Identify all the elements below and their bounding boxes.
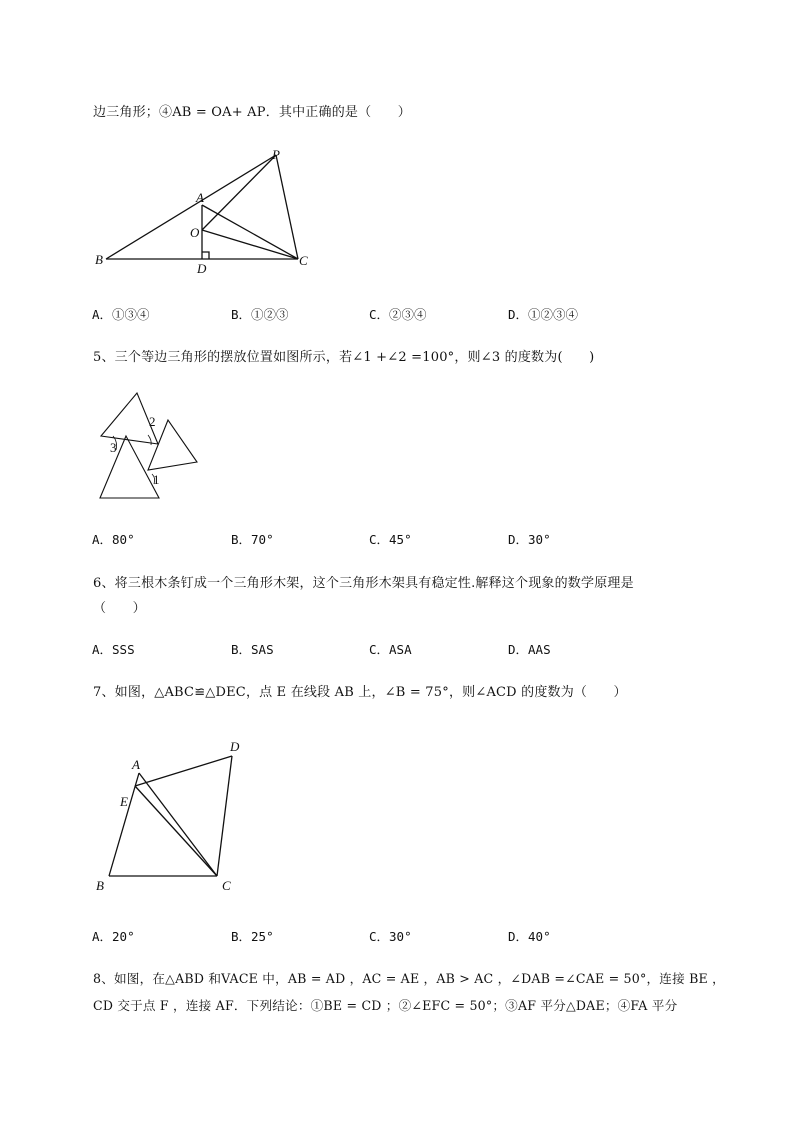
- label-B: B: [96, 878, 104, 893]
- q5-option-a[interactable]: A．80°: [92, 532, 135, 547]
- q6-option-c[interactable]: C．ASA: [369, 642, 412, 657]
- angle-3-label: 3: [110, 440, 117, 455]
- q8-stem-line1: 8、如图，在△ABD 和VACE 中，AB = AD ，AC = AE ，AB > AC ，∠DAB =∠CAE = 50°，连接 BE ，: [93, 971, 725, 986]
- q6-option-b[interactable]: B．SAS: [231, 642, 274, 657]
- q5-option-d[interactable]: D．30°: [508, 532, 551, 547]
- q4-option-c[interactable]: C．②③④: [369, 307, 427, 322]
- q7-option-a[interactable]: A．20°: [92, 929, 135, 944]
- q5-stem: 5、三个等边三角形的摆放位置如图所示，若∠1 +∠2 =100°，则∠3 的度数为( ): [93, 350, 595, 365]
- q4-option-b[interactable]: B．①②③: [231, 307, 289, 322]
- q5-option-b[interactable]: B．70°: [231, 532, 274, 547]
- label-P: P: [272, 147, 280, 162]
- q8-stem-line2: CD 交于点 F ，连接 AF．下列结论：①BE = CD ；②∠EFC = 50°；③AF 平分△DAE；④FA 平分: [93, 998, 678, 1013]
- q7-option-b[interactable]: B．25°: [231, 929, 274, 944]
- label-B: B: [95, 252, 103, 267]
- q4-figure: [92, 145, 332, 275]
- label-A: A: [132, 757, 140, 772]
- q6-option-a[interactable]: A．SSS: [92, 642, 135, 657]
- angle-2-label: 2: [149, 414, 156, 429]
- q6-stem-line1: 6、将三根木条钉成一个三角形木架，这个三角形木架具有稳定性.解释这个现象的数学原理是: [93, 576, 634, 591]
- q6-option-d[interactable]: D．AAS: [508, 642, 551, 657]
- q4-option-a[interactable]: A．①③④: [92, 307, 150, 322]
- q4-option-d[interactable]: D．①②③④: [508, 307, 579, 322]
- label-O: O: [190, 225, 200, 240]
- label-D: D: [230, 739, 240, 754]
- q7-option-d[interactable]: D．40°: [508, 929, 551, 944]
- q6-stem-line2: （ ）: [93, 601, 146, 616]
- angle-1-label: 1: [153, 472, 160, 487]
- label-A: A: [196, 190, 204, 205]
- label-D: D: [197, 261, 207, 275]
- label-E: E: [120, 794, 128, 809]
- q5-figure: [96, 390, 206, 505]
- q7-figure: [92, 736, 262, 896]
- label-C: C: [222, 878, 231, 893]
- q7-stem: 7、如图，△ABC≌△DEC，点 E 在线段 AB 上，∠B = 75°，则∠ACD 的度数为（ ）: [93, 685, 627, 700]
- q7-option-c[interactable]: C．30°: [369, 929, 412, 944]
- q4-stem-tail: 边三角形；④AB = OA+ AP．其中正确的是（ ）: [93, 105, 411, 120]
- q5-option-c[interactable]: C．45°: [369, 532, 412, 547]
- label-C: C: [299, 253, 308, 268]
